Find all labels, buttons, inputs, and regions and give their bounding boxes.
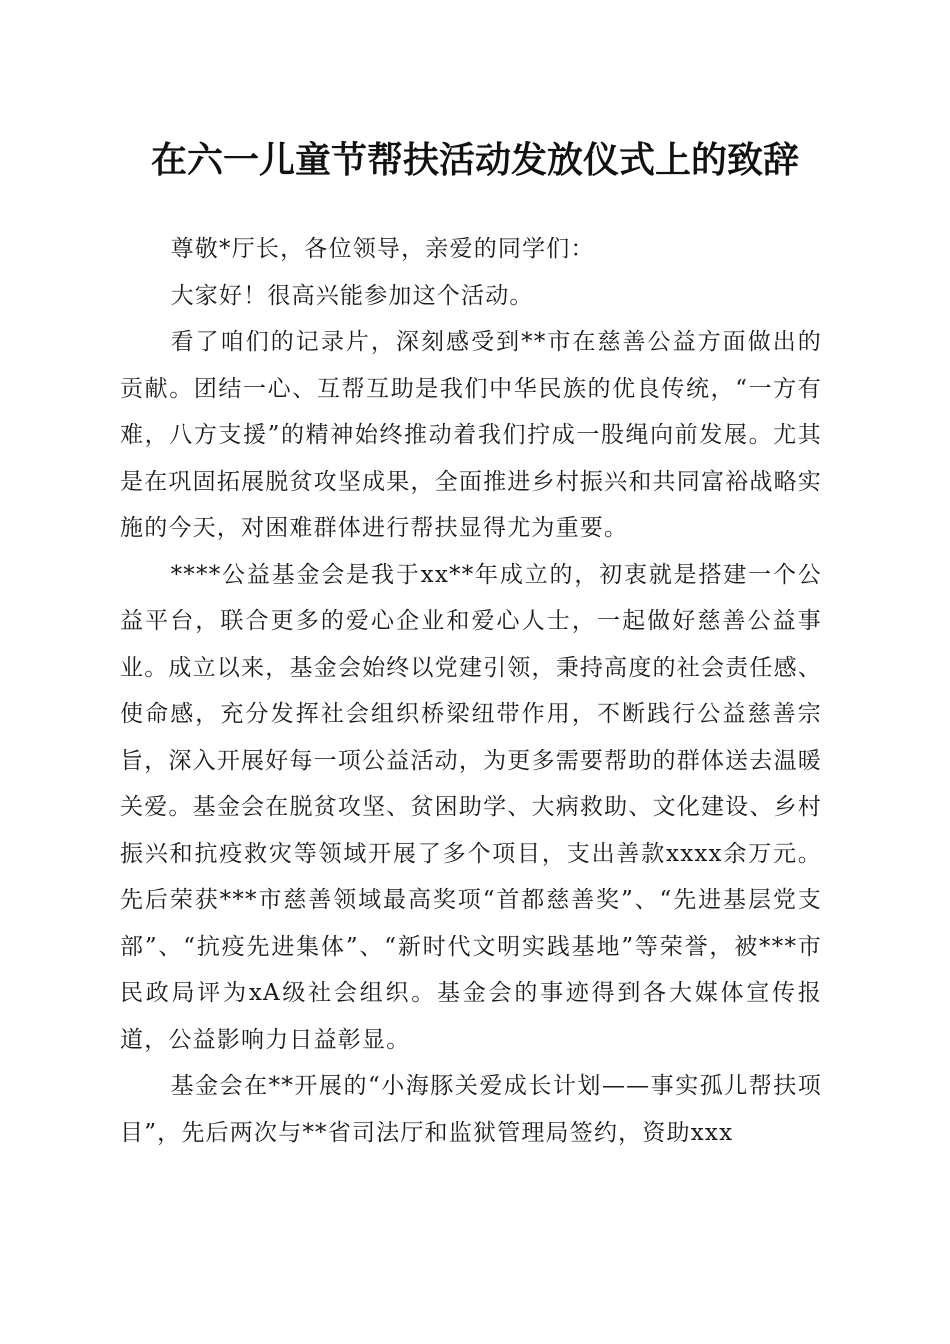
- paragraph-greeting: 大家好！很高兴能参加这个活动。: [170, 282, 534, 309]
- paragraph-salutation: 尊敬*厅长，各位领导，亲爱的同学们：: [170, 236, 595, 262]
- document-title: 在六一儿童节帮扶活动发放仪式上的致辞: [150, 139, 799, 181]
- paragraph-foundation: ****公益基金会是我于xx**年成立的，初衷就是搭建一个公益平台，联合更多的爱心企业和爱心人士，一起做好慈善公益事业。成立以来，基金会始终以党建引领，秉持高度的社会责任感、使命感，充分发挥社会组织桥梁纽带作用，不断践行公益慈善宗旨，深入开展好每一项公益活动，为更多需要帮助的群体送去温暖关爱。基金会在脱贫攻坚、贫困助学、大病救助、文化建设、乡村振兴和抗疫救灾等领域开展了多个项目，支出善款xxxx余万元。先后荣获***市慈善领域最高奖项“首都慈善奖”、“先进基层党支部”、“抗疫先进集体”、“新时代文明实践基地”等荣誉，被***市民政局评为xA级社会组织。基金会的事迹得到各大媒体宣传报道，公益影响力日益彰显。: [120, 561, 822, 1053]
- paragraph-dolphin-project: 基金会在**开展的“小海豚关爱成长计划——事实孤儿帮扶项目”，先后两次与**省司法厅和监狱管理局签约，资助xxx: [120, 1073, 822, 1146]
- document-body: [120, 226, 822, 1156]
- paragraph-documentary: 看了咱们的记录片，深刻感受到**市在慈善公益方面做出的贡献。团结一心、互帮互助是我们中华民族的优良传统，“一方有难，八方支援”的精神始终推动着我们拧成一股绳向前发展。尤其是在巩固拓展脱贫攻坚成果，全面推进乡村振兴和共同富裕战略实施的今天，对困难群体进行帮扶显得尤为重要。: [120, 329, 822, 541]
